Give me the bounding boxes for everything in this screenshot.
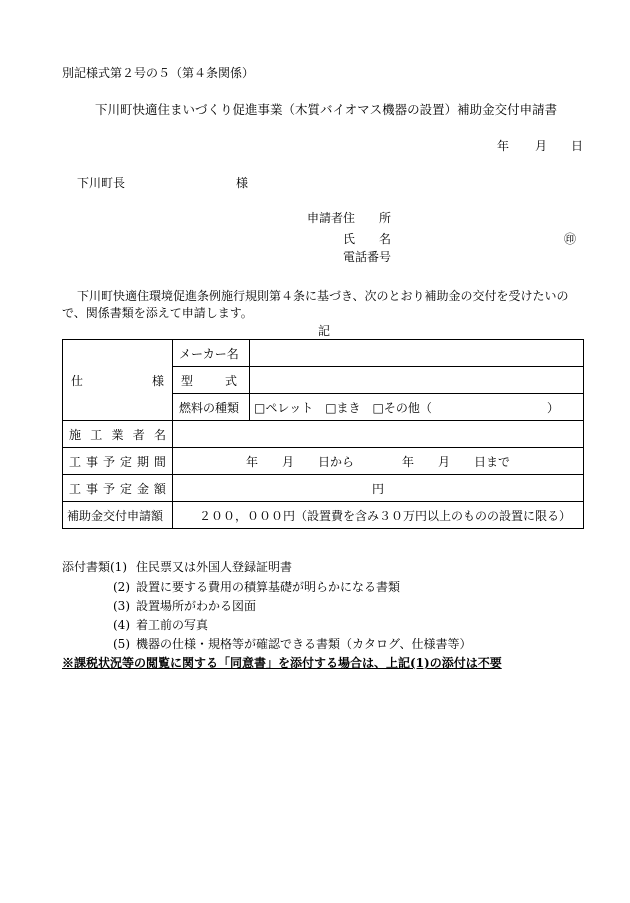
attachment-number-4: (4) bbox=[113, 618, 130, 632]
table-row bbox=[63, 475, 584, 502]
ki-label: 記 bbox=[318, 324, 331, 338]
date-month: 月 bbox=[535, 139, 548, 153]
attachment-number-3: (3) bbox=[113, 599, 130, 613]
model-label-cell bbox=[173, 367, 250, 394]
applicant-phone-label: 電話番号 bbox=[343, 250, 392, 264]
label-char: 事 bbox=[85, 454, 98, 469]
contractor-field[interactable] bbox=[173, 421, 584, 448]
date-year: 年 bbox=[497, 139, 510, 153]
amount-field[interactable]: 円 bbox=[173, 475, 584, 502]
model-label-char: 型 bbox=[181, 373, 194, 388]
label-char: 工 bbox=[69, 481, 82, 496]
attachment-item-4: 着工前の写真 bbox=[136, 618, 209, 632]
period-label-cell bbox=[63, 448, 173, 475]
form-number: 別記様式第２号の５（第４条関係） bbox=[62, 66, 255, 80]
fuel-label: 燃料の種類 bbox=[173, 394, 250, 421]
model-label-char: 式 bbox=[224, 373, 237, 388]
subsidy-value: ２００，０００円（設置費を含み３０万円以上のものの設置に限る） bbox=[173, 502, 584, 529]
label-char: 額 bbox=[153, 481, 166, 496]
table-row bbox=[63, 448, 584, 475]
model-field[interactable] bbox=[250, 367, 584, 394]
maker-field[interactable] bbox=[250, 340, 584, 367]
seal-mark: ㊞ bbox=[564, 232, 577, 246]
contractor-label-cell bbox=[63, 421, 173, 448]
spec-label-char: 様 bbox=[151, 373, 164, 388]
attachment-number-2: (2) bbox=[113, 580, 130, 594]
spec-label-char: 仕 bbox=[71, 373, 84, 388]
table-row bbox=[63, 340, 584, 367]
honorific: 様 bbox=[236, 176, 249, 190]
document-title: 下川町快適住まいづくり促進事業（木質バイオマス機器の設置）補助金交付申請書 bbox=[95, 102, 558, 117]
addressee: 下川町長 bbox=[77, 176, 126, 190]
subsidy-label: 補助金交付申請額 bbox=[63, 502, 173, 529]
period-field[interactable]: 年 月 日から 年 月 日まで bbox=[173, 448, 584, 475]
label-char: 工 bbox=[90, 427, 103, 442]
attachment-item-5: 機器の仕様・規格等が確認できる書類（カタログ、仕様書等） bbox=[136, 637, 472, 651]
label-char: 定 bbox=[119, 454, 132, 469]
label-char: 期 bbox=[136, 454, 149, 469]
table-row bbox=[63, 502, 584, 529]
label-char: 施 bbox=[69, 427, 82, 442]
date-day: 日 bbox=[571, 139, 584, 153]
label-char: 者 bbox=[132, 427, 145, 442]
label-char: 予 bbox=[102, 481, 115, 496]
attachments-heading: 添付書類(1) bbox=[62, 560, 127, 574]
fuel-close-paren: ） bbox=[546, 400, 559, 415]
applicant-name-label: 氏 名 bbox=[343, 232, 392, 246]
maker-label: メーカー名 bbox=[173, 340, 250, 367]
attachment-item-1: 住民票又は外国人登録証明書 bbox=[136, 560, 293, 574]
attachment-item-3: 設置場所がわかる図面 bbox=[136, 599, 257, 613]
spec-label-cell bbox=[63, 340, 173, 421]
label-char: 定 bbox=[119, 481, 132, 496]
consent-note: ※課税状況等の閲覧に関する「同意書」を添付する場合は、上記(1)の添付は不要 bbox=[62, 656, 502, 670]
label-char: 業 bbox=[111, 427, 124, 442]
label-char: 工 bbox=[69, 454, 82, 469]
label-char: 間 bbox=[153, 454, 166, 469]
label-char: 予 bbox=[102, 454, 115, 469]
attachment-item-2: 設置に要する費用の積算基礎が明らかになる書類 bbox=[136, 580, 401, 594]
fuel-options[interactable]: □ペレット □まき □その他（ bbox=[254, 400, 432, 415]
label-char: 名 bbox=[153, 427, 166, 442]
label-char: 事 bbox=[85, 481, 98, 496]
attachment-number-5: (5) bbox=[113, 637, 130, 651]
body-line-1: 下川町快適住環境促進条例施行規則第４条に基づき、次のとおり補助金の交付を受けたいの bbox=[77, 289, 569, 303]
application-table bbox=[62, 339, 584, 529]
body-line-2: で、関係書類を添えて申請します。 bbox=[62, 306, 253, 320]
label-char: 金 bbox=[136, 481, 149, 496]
fuel-options-cell[interactable] bbox=[250, 394, 584, 421]
table-row bbox=[63, 421, 584, 448]
amount-label-cell bbox=[63, 475, 173, 502]
applicant-address-label: 申請者住 所 bbox=[307, 211, 392, 225]
